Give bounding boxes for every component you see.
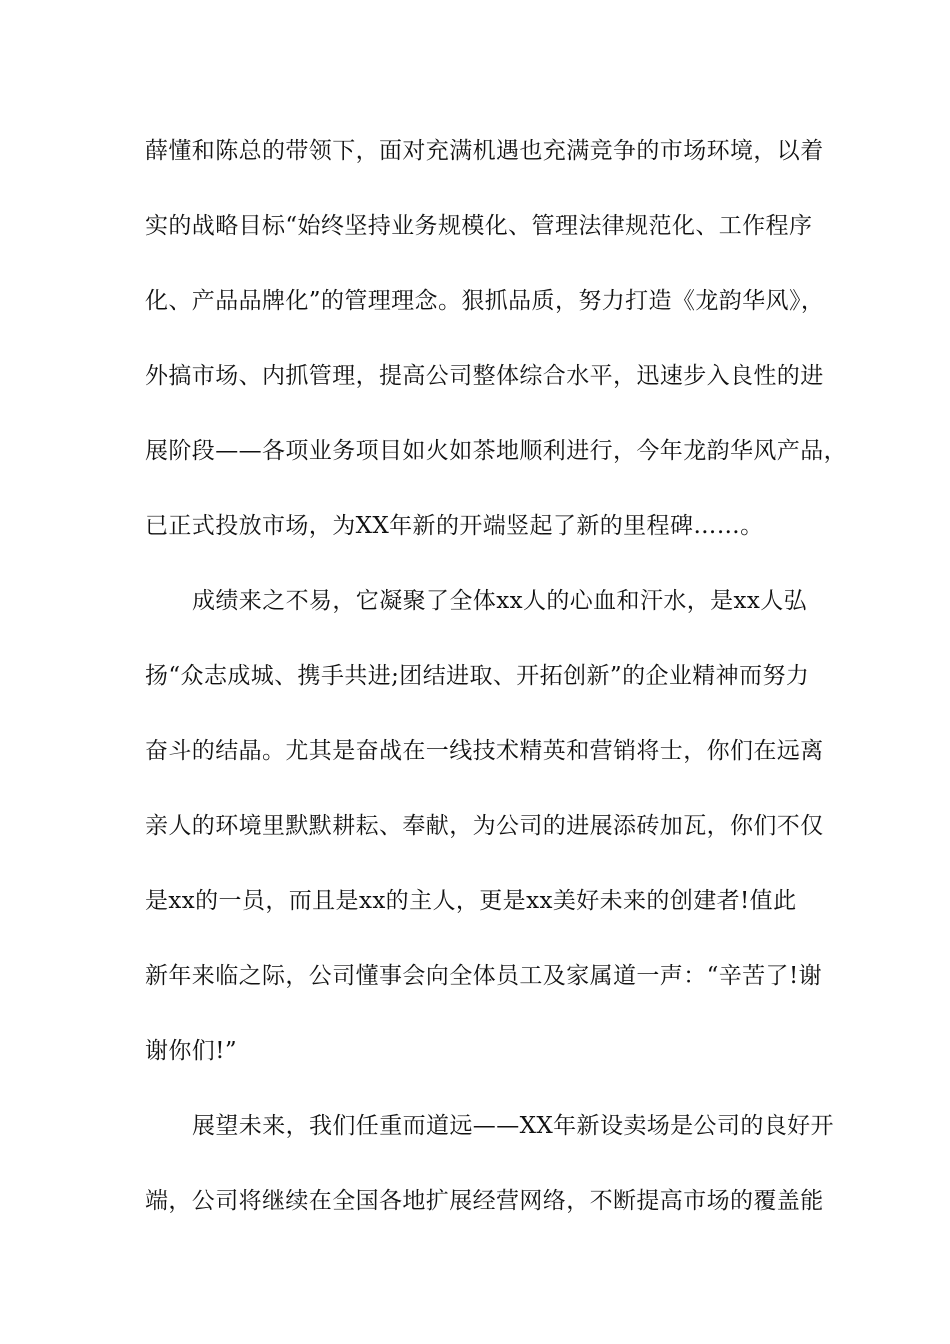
text-line-13: 谢你们!”	[145, 1038, 238, 1064]
text-line-6: 已正式投放市场，为XX年新的开端竖起了新的里程碑……。	[145, 513, 764, 539]
text-line-9: 奋斗的结晶。尤其是奋战在一线技术精英和营销将士，你们在远离	[145, 738, 824, 764]
text-line-8: 扬“众志成城、携手共进;团结进取、开拓创新”的企业精神而努力	[145, 663, 810, 689]
text-line-3: 化、产品品牌化”的管理理念。狠抓品质，努力打造《龙韵华风》，	[145, 288, 825, 314]
text-line-11: 是xx的一员，而且是xx的主人，更是xx美好未来的创建者!值此	[145, 888, 797, 914]
text-line-1: 薛懂和陈总的带领下，面对充满机遇也充满竞争的市场环境，以着	[145, 138, 824, 164]
text-line-7: 成绩来之不易，它凝聚了全体xx人的心血和汗水，是xx人弘	[192, 588, 808, 614]
text-line-2: 实的战略目标“始终坚持业务规模化、管理法律规范化、工作程序	[145, 213, 813, 239]
text-line-10: 亲人的环境里默默耕耘、奉献，为公司的进展添砖加瓦，你们不仅	[145, 813, 824, 839]
text-line-5: 展阶段——各项业务项目如火如茶地顺利进行，今年龙韵华风产品，	[145, 438, 847, 464]
text-line-4: 外搞市场、内抓管理，提高公司整体综合水平，迅速步入良性的进	[145, 363, 824, 389]
text-line-15: 端，公司将继续在全国各地扩展经营网络，不断提高市场的覆盖能	[145, 1188, 824, 1214]
text-line-12: 新年来临之际，公司懂事会向全体员工及家属道一声：“辛苦了!谢	[145, 963, 823, 989]
text-line-14: 展望未来，我们任重而道远——XX年新设卖场是公司的良好开	[192, 1113, 834, 1139]
